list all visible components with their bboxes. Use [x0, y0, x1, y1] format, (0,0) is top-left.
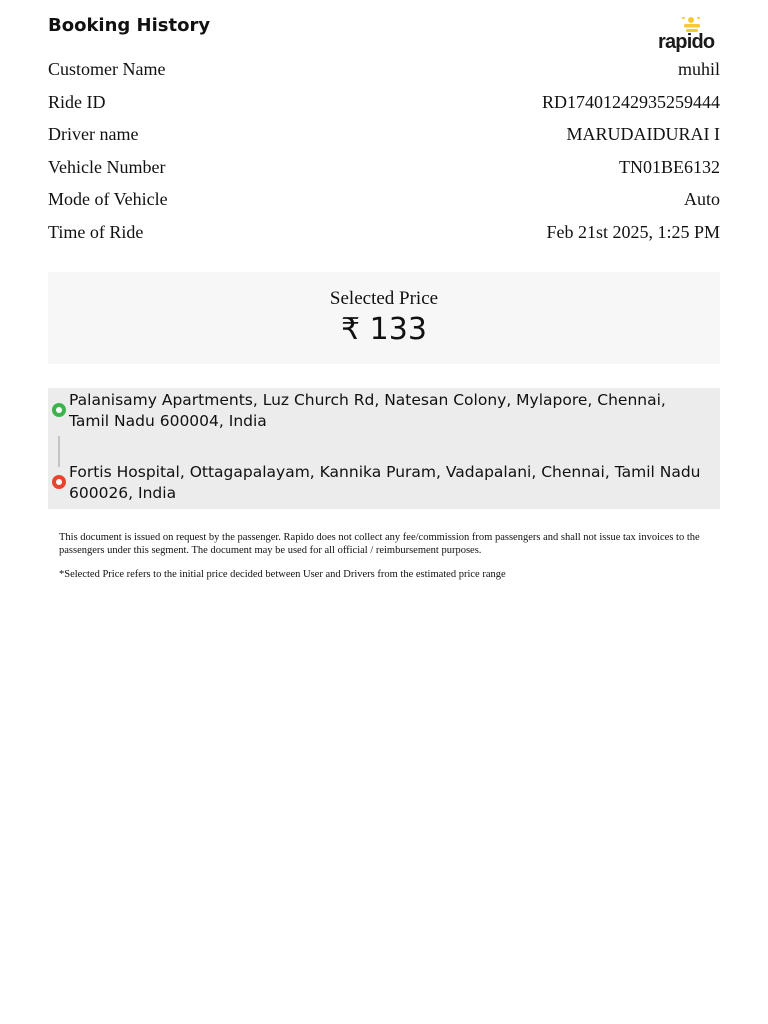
detail-label: Driver name [48, 124, 139, 144]
detail-row-vehicle-number [48, 155, 720, 188]
disclaimer-text: This document is issued on request by the passenger. Rapido does not collect any fee/commission from passengers and shall not issue tax invoices to the passengers under this segment. The document may be used for all official / reimbursement purposes. [59, 532, 700, 556]
detail-value: Auto [684, 189, 720, 209]
page-header [48, 14, 720, 54]
detail-label: Time of Ride [48, 221, 144, 242]
selected-price-card [48, 272, 720, 364]
detail-row-time-of-ride [48, 220, 720, 253]
selected-price-label: Selected Price [329, 288, 439, 309]
page-title: Booking History [48, 15, 211, 36]
ride-details [48, 57, 720, 252]
detail-row-mode-of-vehicle [48, 187, 720, 220]
logo-wordmark: rapido [658, 31, 715, 53]
route-card [48, 388, 720, 509]
detail-label: Vehicle Number [48, 156, 166, 177]
detail-label: Customer Name [48, 59, 166, 79]
drop-address: Fortis Hospital, Ottagapalayam, Kannika Puram, Vadapalani, Chennai, Tamil Nadu 600026, India [69, 463, 701, 502]
detail-label: Ride ID [48, 91, 106, 112]
rapido-logo [658, 14, 720, 54]
detail-value: Feb 21st 2025, 1:25 PM [546, 221, 720, 242]
selected-price-amount: ₹ 133 [341, 312, 427, 347]
detail-value: RD17401242935259444 [541, 91, 720, 112]
detail-value: MARUDAIDURAI I [566, 124, 720, 144]
route-connector-line [58, 436, 60, 467]
detail-row-customer-name [48, 57, 720, 90]
detail-label: Mode of Vehicle [48, 189, 168, 209]
drop-marker-icon [52, 475, 66, 489]
detail-row-ride-id [48, 90, 720, 123]
detail-value: muhil [677, 59, 720, 79]
detail-value: TN01BE6132 [619, 156, 720, 177]
detail-row-driver-name [48, 122, 720, 155]
pickup-address: Palanisamy Apartments, Luz Church Rd, Natesan Colony, Mylapore, Chennai, Tamil Nadu 600004, India [69, 391, 666, 430]
selected-price-footnote: *Selected Price refers to the initial price decided between User and Drivers from the estimated price range [59, 569, 506, 580]
pickup-marker-icon [52, 403, 66, 417]
